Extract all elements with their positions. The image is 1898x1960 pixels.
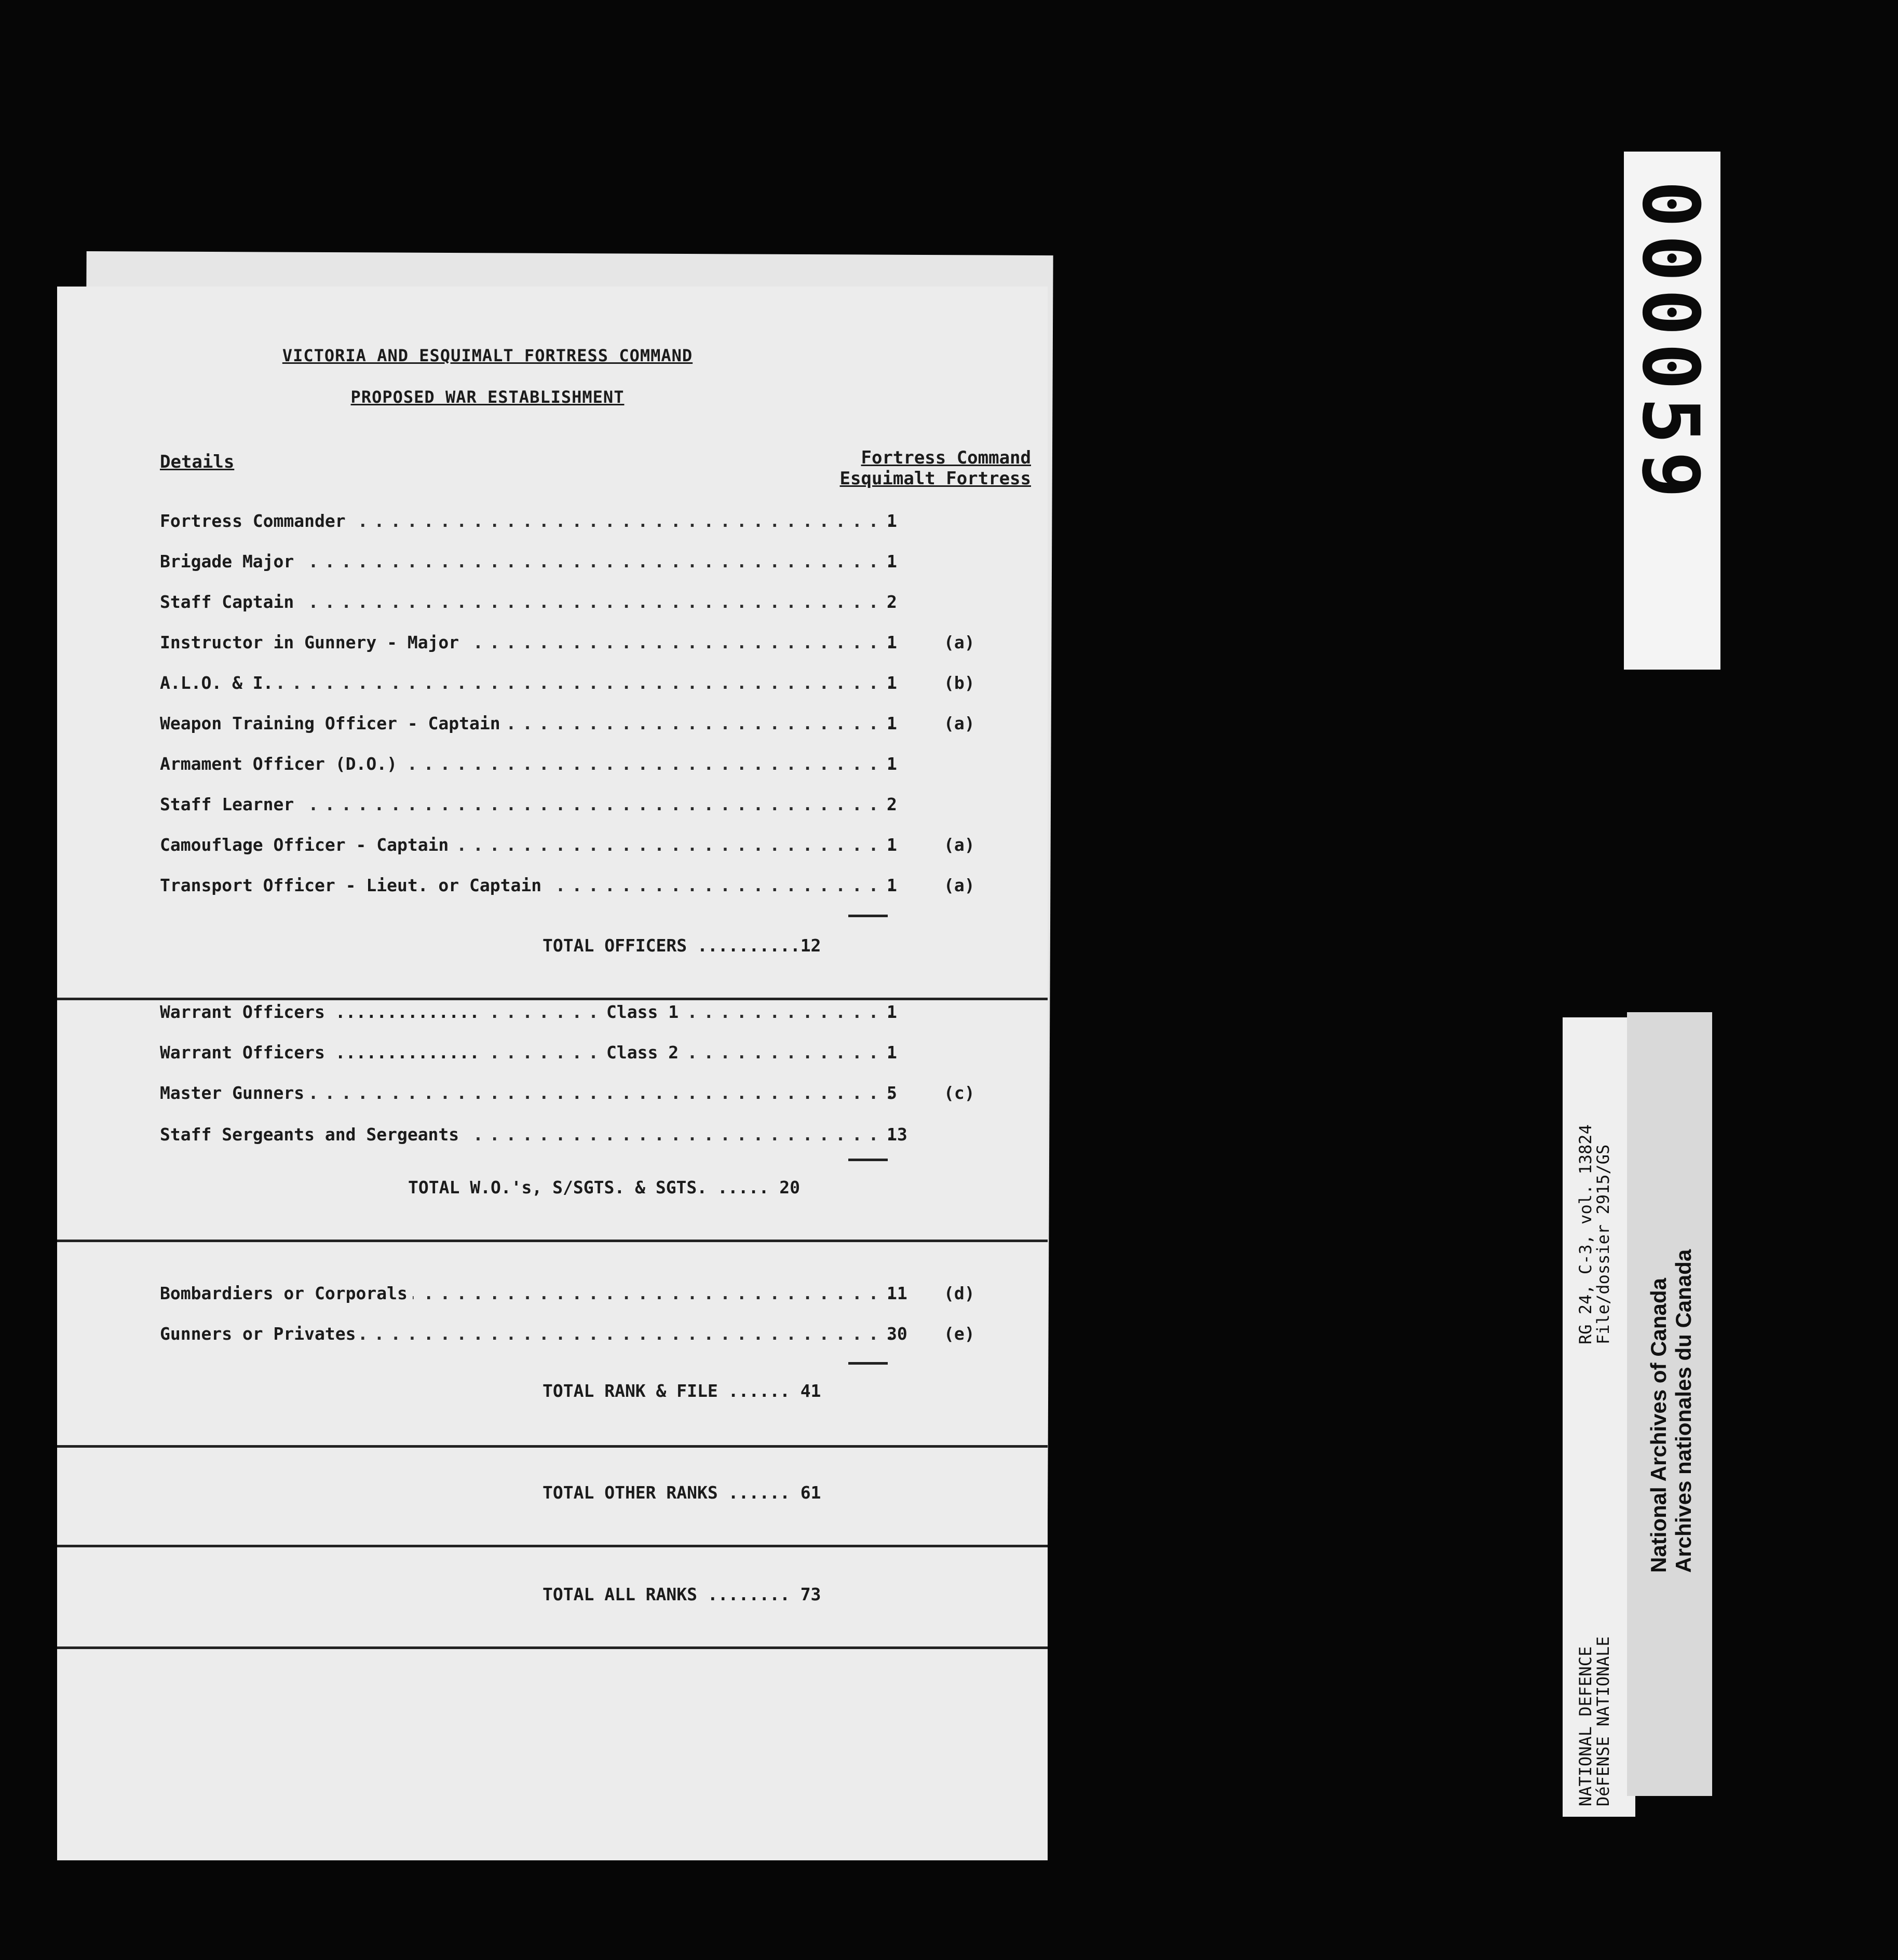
dept-line2: DéFENSE NATIONALE [1593, 1636, 1613, 1806]
row-value: 2 [887, 592, 897, 612]
officer-row [160, 672, 991, 695]
reference-line1: RG 24, C-3, vol. 13824 [1576, 1124, 1595, 1344]
column-header-line1: Fortress Command [861, 447, 1031, 468]
institution-en: National Archives of Canada [1646, 1278, 1671, 1573]
total-other-ranks: TOTAL OTHER RANKS ...... 61 [543, 1482, 821, 1503]
officer-row [160, 834, 991, 856]
row-label: Master Gunners [160, 1083, 309, 1103]
row-label: Armament Officer (D.O.) [160, 754, 402, 774]
institution-fr: Archives nationales du Canada [1671, 1249, 1696, 1573]
row-note: (e) [944, 1324, 975, 1344]
row-label: Transport Officer - Lieut. or Captain [160, 875, 547, 895]
row-note: (a) [944, 713, 975, 733]
row-value: 1 [887, 875, 897, 895]
section-divider [57, 1646, 1048, 1649]
rank-file-row [160, 1282, 991, 1305]
row-value: 30 [887, 1324, 907, 1344]
frame-number: 000059 [1625, 181, 1715, 506]
row-label: Staff Captain [160, 592, 299, 612]
row-label: Fortress Commander [160, 511, 351, 531]
row-note: (a) [944, 632, 975, 652]
total-all-ranks: TOTAL ALL RANKS ........ 73 [543, 1584, 821, 1604]
row-label: Weapon Training Officer - Captain [160, 713, 506, 733]
row-label: Warrant Officers .............. [160, 1042, 485, 1063]
row-class: Class 2 [606, 1042, 684, 1063]
row-label: Instructor in Gunnery - Major [160, 632, 464, 652]
row-value: 1 [887, 673, 897, 693]
nco-row [160, 1123, 991, 1146]
frame-number-tag [1624, 152, 1720, 670]
reference-line2: File/dossier 2915/GS [1593, 1144, 1613, 1344]
row-value: 5 [887, 1083, 897, 1103]
officer-row [160, 753, 991, 775]
total-nco: TOTAL W.O.'s, S/SGTS. & SGTS. ..... 20 [408, 1177, 800, 1197]
row-value: 1 [887, 713, 897, 733]
document-page [57, 287, 1048, 1860]
officer-row [160, 591, 991, 614]
row-note: (a) [944, 835, 975, 855]
row-note: (d) [944, 1283, 975, 1303]
total-rank-file: TOTAL RANK & FILE ...... 41 [543, 1381, 821, 1401]
subtotal-rule [848, 915, 888, 917]
row-value: 1 [887, 1042, 897, 1063]
row-note: (b) [944, 673, 975, 693]
archive-institution-strip [1627, 1012, 1712, 1796]
row-class: Class 1 [606, 1002, 684, 1022]
document-title: VICTORIA AND ESQUIMALT FORTRESS COMMAND [282, 346, 693, 365]
total-officers: TOTAL OFFICERS ..........12 [543, 935, 821, 956]
row-label: A.L.O. & I. [160, 673, 279, 693]
archive-reference-strip [1563, 1017, 1635, 1817]
column-header-line2: Esquimalt Fortress [839, 468, 1031, 489]
row-label: Bombardiers or Corporals [160, 1283, 413, 1303]
section-divider [57, 1445, 1048, 1448]
nco-row [160, 1082, 991, 1105]
nco-row [160, 1041, 991, 1064]
row-note: (a) [944, 875, 975, 895]
row-label: Camouflage Officer - Captain [160, 835, 454, 855]
dept-line1: NATIONAL DEFENCE [1576, 1646, 1595, 1806]
row-value: 1 [887, 632, 897, 652]
subtotal-rule [848, 1159, 888, 1161]
section-divider [57, 1240, 1048, 1242]
section-divider [57, 998, 1048, 1000]
column-header [751, 447, 1031, 489]
row-label: Gunners or Privates [160, 1324, 361, 1344]
row-value: 13 [887, 1124, 907, 1145]
section-divider [57, 1545, 1048, 1547]
row-value: 1 [887, 511, 897, 531]
row-label: Staff Learner [160, 794, 299, 814]
row-value: 1 [887, 835, 897, 855]
document-subtitle: PROPOSED WAR ESTABLISHMENT [350, 387, 625, 407]
rank-file-row [160, 1323, 991, 1345]
officer-row [160, 793, 991, 816]
row-value: 1 [887, 754, 897, 774]
row-label: Warrant Officers .............. [160, 1002, 485, 1022]
row-note: (c) [944, 1083, 975, 1103]
officer-row [160, 712, 991, 735]
row-value: 11 [887, 1283, 907, 1303]
row-value: 1 [887, 551, 897, 571]
row-label: Brigade Major [160, 551, 299, 571]
officer-row [160, 550, 991, 573]
officer-row [160, 510, 991, 533]
row-label: Staff Sergeants and Sergeants [160, 1124, 464, 1145]
subtotal-rule [848, 1362, 888, 1365]
nco-row [160, 1001, 991, 1024]
row-value: 2 [887, 794, 897, 814]
details-header: Details [160, 452, 235, 472]
officer-row [160, 631, 991, 654]
row-value: 1 [887, 1002, 897, 1022]
officer-row [160, 874, 991, 897]
